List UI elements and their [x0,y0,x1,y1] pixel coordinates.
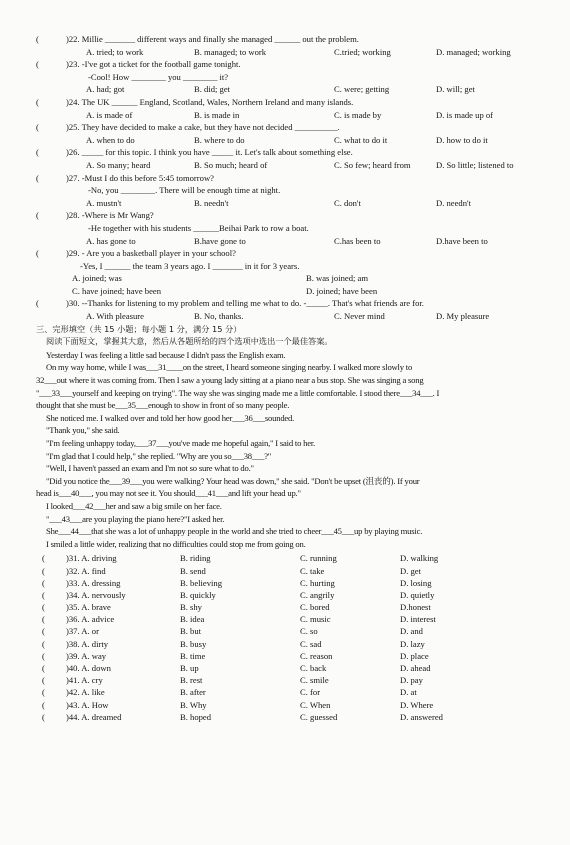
option: D. will; get [436,84,475,95]
option-b: B. up [180,663,199,674]
option: C. Never mind [334,311,385,322]
option-c: C. hurting [300,577,335,588]
option: B. did; get [194,84,231,95]
option-a: )41. A. cry [66,675,103,686]
option-b: B. send [180,565,206,576]
question-reply: -Yes, I ______ the team 3 years ago. I _______ in it for 3 years. [80,260,300,271]
option-d: D. walking [400,553,439,564]
passage-line: "Well, I haven't passed an exam and I'm not so sure what to do." [46,463,254,474]
question-reply: -Cool! How ________ you ________ it? [88,71,229,82]
passage-line: I looked___42___her and saw a big smile on her face. [46,500,222,511]
option-c: C. running [300,553,337,564]
option-b: B. quickly [180,589,216,600]
option: A. mustn't [86,197,122,208]
passage-line: "I'm feeling unhappy today,___37___you've made me hopeful again," I said to her. [46,438,315,448]
option: A. joined; was [72,273,122,284]
option: C.tried; working [334,46,391,57]
passage-line: head is___40___, you may not see it. You should___41___and lift your head up." [36,488,301,499]
option-a: )31. A. driving [66,553,117,564]
option: C.has been to [334,235,381,246]
cloze-option-row [36,602,556,614]
answer-paren: ( [42,553,45,564]
question-stem [36,34,556,47]
option: D.have been to [436,235,488,246]
option-a: )40. A. down [66,663,111,674]
question-stem [36,122,556,135]
option: C. have joined; have been [72,285,162,296]
passage-line: "Did you notice the___39___you were walking? Your head was down," she said. "Don't be upset (沮丧的). If your [46,475,420,486]
cloze-option-row [36,700,556,712]
option-c: C. for [300,687,321,698]
question-text: )30. --Thanks for listening to my problem and telling me what to do. -_____. That's what friends are for. [66,298,424,309]
option: C. were; getting [334,84,390,95]
option: B. managed; to work [194,46,267,57]
option-b: B. Why [180,699,207,710]
option-c: C. music [300,614,331,625]
option: D. is made up of [436,109,494,120]
answer-paren: ( [36,122,39,133]
answer-paren: ( [42,565,45,576]
option-c: C. reason [300,650,333,661]
option-b: B. shy [180,602,202,613]
answer-paren: ( [36,59,39,70]
multiple-choice-section [36,34,556,324]
question-stem [36,298,556,311]
option-row [36,236,556,249]
option: A. With pleasure [86,311,144,322]
answer-paren: ( [42,577,45,588]
answer-paren: ( [36,96,39,107]
answer-paren: ( [36,210,39,221]
section-instruction: 阅读下面短文，掌握其大意，然后从各题所给的四个选项中选出一个最佳答案。 [46,337,333,347]
option-d: D. at [400,687,417,698]
option-d: D. place [400,650,429,661]
passage-line: She noticed me. I walked over and told her how good her___36___sounded. [46,412,295,423]
option-b: B. after [180,687,206,698]
option-row [36,311,556,324]
answer-paren: ( [42,675,45,686]
option-c: C. When [300,699,331,710]
option-c: C. guessed [300,711,338,722]
answer-paren: ( [36,298,39,309]
option: A. when to do [86,134,135,145]
answer-paren: ( [42,614,45,625]
question-text: )28. -Where is Mr Wang? [66,210,154,221]
option-c: C. so [300,626,318,637]
cloze-option-row [36,578,556,590]
option-a: )43. A. How [66,699,109,710]
option-d: D. pay [400,675,423,686]
option-a: )36. A. advice [66,614,115,625]
answer-paren: ( [42,699,45,710]
answer-paren: ( [42,650,45,661]
option-b: B. but [180,626,202,637]
option: D. how to do it [436,134,488,145]
question-stem [36,248,556,261]
option-c: C. sad [300,638,322,649]
option: A. So many; heard [86,159,151,170]
cloze-passage [36,350,556,552]
question-text: )23. -I've got a ticket for the football game tonight. [66,59,241,70]
option-a: )39. A. way [66,650,107,661]
option-b: B. riding [180,553,211,564]
passage-line: I smiled a little wider, realizing that no difficulties could stop me from going on. [46,538,306,549]
option-d: D. lazy [400,638,425,649]
option: A. is made of [86,109,133,120]
option-c: C. smile [300,675,329,686]
passage-line: She___44___that she was a lot of unhappy people in the world and she tried to cheer___45___up by playing music. [46,526,423,537]
option-a: )37. A. or [66,626,99,637]
question-stem [36,173,556,186]
option-d: D. get [400,565,422,576]
passage-line: thought that she must be___35___enough to show in front of so many people. [36,400,290,411]
option-c: C. back [300,663,327,674]
option-a: )33. A. dressing [66,577,121,588]
answer-paren: ( [36,172,39,183]
option: C. don't [334,197,361,208]
option-a: )42. A. like [66,687,105,698]
answer-paren: ( [42,589,45,600]
section-title: 三、完形填空（共 15 小题；每小题 1 分，满分 15 分） [36,324,242,334]
cloze-option-row [36,639,556,651]
question-stem [36,147,556,160]
answer-paren: ( [42,626,45,637]
option: D. My pleasure [436,311,490,322]
passage-line: "I'm glad that I could help," she replied. "Why are you so___38___?" [46,450,272,461]
option-c: C. bored [300,602,330,613]
option: B. needn't [194,197,229,208]
cloze-option-row [36,626,556,638]
option-d: D.honest [400,602,431,613]
answer-paren: ( [42,663,45,674]
passage-line: Yesterday I was feeling a little sad because I didn't pass the English exam. [46,349,286,360]
option-c: C. angrily [300,589,335,600]
option: D. joined; have been [306,285,378,296]
option-a: )35. A. brave [66,602,111,613]
question-stem [36,210,556,223]
option-b: B. busy [180,638,207,649]
question-text: )22. Millie _______ different ways and finally she managed ______ out the problem. [66,34,359,44]
option-b: B. time [180,650,206,661]
passage-line: On my way home, while I was___31____on the street, I heard someone singing nearby. I walked more slowly to [46,362,413,373]
passage-line: 32___out where it was coming from. Then I saw a young lady sitting at a piano near a bus stop. She was singing a song [36,375,424,386]
option-b: B. rest [180,675,203,686]
option-row [36,160,556,173]
option: B. is made in [194,109,240,120]
answer-paren: ( [42,687,45,698]
answer-paren: ( [36,248,39,259]
option: A. had; got [86,84,125,95]
option: C. is made by [334,109,382,120]
option: C. So few; heard from [334,159,411,170]
option: B. No, thanks. [194,311,244,322]
option: D. needn't [436,197,471,208]
passage-line: "Thank you," she said. [46,425,120,436]
option-b: B. hoped [180,711,212,722]
option-b: B. believing [180,577,223,588]
question-text: )27. -Must I do this before 5:45 tomorrow? [66,172,214,183]
option-row [36,84,556,97]
cloze-option-row [36,663,556,675]
option-row [36,47,556,60]
answer-paren: ( [42,711,45,722]
option-d: D. answered [400,711,443,722]
answer-paren: ( [42,602,45,613]
option-a: )32. A. find [66,565,106,576]
passage-line: "___33___yourself and keeping on trying". The way she was singing made me a little comfortable. I stood there___34___. I [36,387,440,398]
question-text: )25. They have decided to make a cake, but they have not decided __________. [66,122,340,133]
option-d: D. and [400,626,423,637]
cloze-option-row [36,614,556,626]
option-c: C. take [300,565,325,576]
option-a: )38. A. dirty [66,638,109,649]
option-row [36,135,556,148]
answer-paren: ( [42,638,45,649]
option: B. was joined; am [306,273,369,284]
option: A. tried; to work [86,46,144,57]
question-text: )24. The UK ______ England, Scotland, Wales, Northern Ireland and many islands. [66,96,354,107]
option: C. what to do it [334,134,388,145]
cloze-option-row [36,712,556,724]
option-d: D. losing [400,577,432,588]
answer-paren: ( [36,147,39,158]
option-row [36,110,556,123]
option-d: D. quietly [400,589,435,600]
option-b: B. idea [180,614,205,625]
question-text: )26. _____ for this topic. I think you have _____ it. Let's talk about something else. [66,147,353,158]
option-row [36,286,556,299]
option: D. managed; working [436,46,511,57]
question-stem [36,59,556,72]
option-d: D. interest [400,614,436,625]
cloze-option-row [36,651,556,663]
cloze-option-row [36,590,556,602]
option-a: )34. A. nervously [66,589,126,600]
option-d: D. Where [400,699,434,710]
cloze-option-row [36,687,556,699]
cloze-option-row [36,553,556,565]
passage-line: "___43___are you playing the piano here?"I asked her. [46,513,225,524]
option: B. So much; heard of [194,159,268,170]
option-a: )44. A. dreamed [66,711,122,722]
option-row [36,198,556,211]
cloze-option-row [36,566,556,578]
question-reply: -He together with his students ______Beihai Park to row a boat. [88,222,309,233]
option: B. where to do [194,134,245,145]
cloze-options [36,553,556,724]
question-reply: -No, you ________. There will be enough time at night. [88,185,281,196]
question-text: )29. - Are you a basketball player in your school? [66,248,236,259]
option: B.have gone to [194,235,246,246]
option: D. So little; listened to [436,159,514,170]
option: A. has gone to [86,235,136,246]
option-row [36,273,556,286]
question-stem [36,97,556,110]
answer-paren: ( [36,34,39,44]
cloze-option-row [36,675,556,687]
option-d: D. ahead [400,663,431,674]
